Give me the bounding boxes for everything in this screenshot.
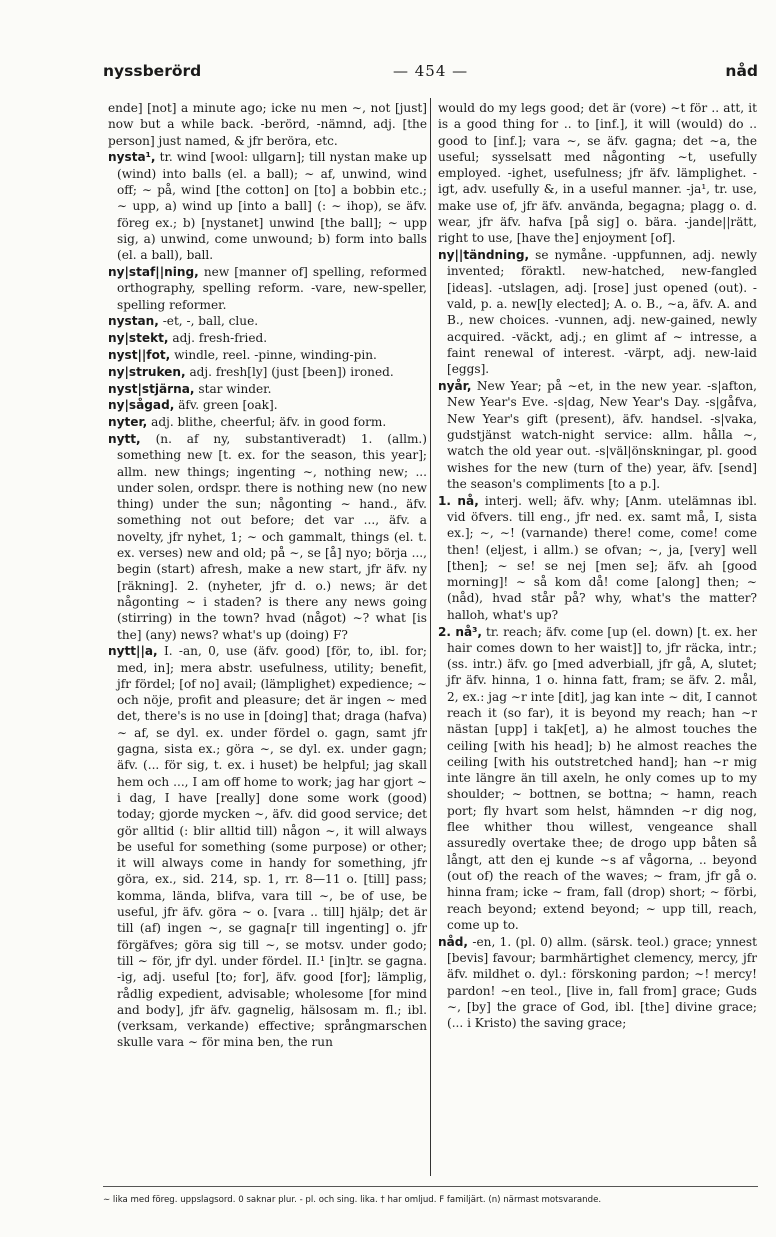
dictionary-entry: nyst|stjärna, star winder.: [108, 381, 272, 396]
headword: ny|stekt,: [108, 331, 169, 346]
dictionary-entry: ende] [not] a minute ago; icke nu men ∼, not [just] now but a while back. -berörd, -nämnd, adj. [the person] just named, & jfr beröra, etc.: [108, 101, 427, 148]
headword: nåd,: [438, 934, 469, 949]
dictionary-entry: ny|staf||ning, new [manner of] spelling, reformed orthography, spelling reform. -vare, new-speller, spelling reformer.: [108, 264, 427, 312]
dictionary-entry: nåd, -en, 1. (pl. 0) allm. (särsk. teol.) grace; ynnest [bevis] favour; barmhärtighet clemency, mercy, jfr äfv. mildhet o. dyl.: förskoning pardon; ∼! mercy! pardon! ∼en teol., [live in, fall from] grace; Guds ∼, [by] the grace of God, ibl. [the] divine grace; (... i Kristo) the saving grace;: [438, 934, 757, 1031]
dictionary-entry: nystan, -et, -, ball, clue.: [108, 314, 259, 329]
dictionary-entry: nytt||a, I. -an, 0, use (äfv. good) [för, to, ibl. for; med, in]; mera abstr. usefulness, utility; benefit, jfr fördel; [of no] avail; (lämplighet) expedience; ∼ och nöje, profit and pleasure; det är ingen ∼ med det, there's is no use in [doing] that; draga (hafva) ∼ af, se dyl. ex. under fördel o. gagn, samt jfr gagna, sista ex.; göra ∼, se dyl. ex. under gagn; äfv. (... för sig, t. ex. i huset) be helpful; jag skall hem och ..., I am off home to work; jag har gjort ∼ i dag, I have [really] done some work (good) today; gjorde mycken ∼, äfv. did good service; det gör alltid (: blir alltid till) någon ∼, it will always be useful for something (some purpose) or other; it will always come in handy for something, jfr göra, ex., sid. 214, sp. 1, rr. 8—11 o. [till] pass; komma, lända, blifva, vara till ∼, be of use, be useful, jfr äfv. göra ∼ o. [vara .. till] hjälp; det är till (af) ingen ∼, se gagna[r till ingenting] o. jfr förgäfves; göra sig till ∼, se motsv. under godo; till ∼ för, jfr dyl. under fördel. II.¹ [in]tr. se gagna. -ig, adj. useful [to; for], äfv. good [for]; lämplig, rådlig expedient, advisable; wholesome [for mind and body], jfr äfv. gagnelig, hälsosam m. fl.; ibl. (verksam, verkande) effective; språngmarschen skulle vara ∼ för mina ben, the run: [108, 644, 427, 1050]
headword: 1. nå,: [438, 493, 479, 508]
dictionary-entry: nytt, (n. af ny, substantiveradt) 1. (allm.) something new [t. ex. for the season, this year]; allm. new things; ingenting ∼, nothing new; ... under solen, ordspr. there is nothing new (no new thing) under the sun; någonting ∼ hand., äfv. something not out before; det var ..., äfv. a novelty, jfr nyhet, 1; ∼ och gammalt, things (el. t. ex. verses) new and old; på ∼, se [å] nyo; börja ..., begin (start) afresh, make a new start, jfr äfv. ny [räkning]. 2. (nyheter, jfr d. o.) news; är det någonting ∼ i staden? is there any news going (stirring) in the town? hvad (något) ∼? what [is the] (any) news? what's up (doing) F?: [108, 431, 427, 642]
headword: nysta¹,: [108, 150, 156, 165]
left-column: [108, 100, 427, 1172]
dictionary-entry: ny|struken, adj. fresh[ly] (just [been]) ironed.: [108, 364, 394, 379]
header-right-guideword: nåd: [725, 62, 758, 80]
dictionary-entry: nyår, New Year; på ∼et, in the new year. -s|afton, New Year's Eve. -s|dag, New Year's Day. -s|gåfva, New Year's gift (present), äfv. handsel. -s|vaka, gudstjänst watch-night service: allm. hålla ∼, watch the old year out. -s|väl|önskningar, pl. good wishes for the new (turn of the) year, äfv. [send] the season's compliments [to a p.].: [438, 379, 757, 491]
header-left-guideword: nyssberörd: [103, 62, 202, 80]
headword: nyter,: [108, 415, 148, 430]
abbreviation-legend: ∼ lika med föreg. uppslagsord. 0 saknar plur. - pl. och sing. lika. † har omljud. F familjärt. (n) närmast motsvarande.: [103, 1195, 602, 1205]
dictionary-entry: nysta¹, tr. wind [wool: ullgarn]; till nystan make up (wind) into balls (el. a ball); ∼ af, unwind, wind off; ∼ på, wind [the cotton] on [to] a bobbin etc.; ∼ upp, a) wind up [into a ball] (: ∼ ihop), se äfv. föreg ex.; b) [nystanet] unwind [the ball]; ∼ upp sig, a) unwind, come unwound; b) form into balls (el. a ball), ball.: [108, 150, 427, 263]
headword: nyår,: [438, 379, 472, 394]
dictionary-entry: would do my legs good; det är (vore) ∼t för .. att, it is a good thing for .. to [inf.], it will (would) do .. good to [inf.]; vara ∼, se äfv. gagna; det ∼a, the useful; sysselsatt med någonting ∼t, usefully employed. -ighet, usefulness; jfr äfv. lämplighet. -igt, adv. usefully &, in a useful manner. -ja¹, tr. use, make use of, jfr äfv. använda, begagna; plagg o. d. wear, jfr äfv. hafva [på sig] o. bära. -jande||rätt, right to use, [have the] enjoyment [of].: [438, 101, 757, 246]
headword: nyst|stjärna,: [108, 381, 195, 396]
page-header: [103, 62, 758, 86]
headword: nytt,: [108, 431, 141, 446]
headword: 2. nå³,: [438, 624, 483, 639]
right-column: [438, 100, 757, 1172]
dictionary-entry: nyst||fot, windle, reel. -pinne, winding-pin.: [108, 347, 377, 362]
headword: nytt||a,: [108, 644, 158, 659]
footer-rule: [103, 1186, 758, 1187]
dictionary-entry: nyter, adj. blithe, cheerful; äfv. in good form.: [108, 415, 387, 430]
headword: nystan,: [108, 314, 159, 329]
dictionary-entry: 1. nå, interj. well; äfv. why; [Anm. utelämnas ibl. vid öfvers. till eng., jfr ned. ex. samt må, I, sista ex.]; ∼, ∼! (varnande) there! come, come! come then! (eljest, i allm.) se ofvan; ∼, ja, [very] well [then]; ∼ se! se nej [men se]; äfv. ah [good morning]! ∼ så kom då! come [along] then; ∼ (nåd), hvad står på? why, what's the matter? halloh, what's up?: [438, 493, 757, 622]
dictionary-entry: ny|stekt, adj. fresh-fried.: [108, 331, 268, 346]
header-page-number: — 454 —: [393, 62, 469, 80]
dictionary-entry: 2. nå³, tr. reach; äfv. come [up (el. down) [t. ex. her hair comes down to her waist]] to, jfr räcka, intr.; (ss. intr.) äfv. go [med adverbiall, jfr gå, A, slutet; jfr äfv. hinna, 1 o. hinna fatt, fram; se äfv. 2. mål, 2, ex.: jag ∼r inte [dit], jag kan inte ∼ dit, I cannot reach it (so far), it is beyond my reach; han ∼r nästan [upp] i tak[et], a) he almost touches the ceiling [with his head]; b) he almost reaches the ceiling [with his outstretched hand]; han ∼r mig inte längre än till axeln, he only comes up to my shoulder; ∼ bottnen, se bottna; ∼ hamn, reach port; fly hvart som helst, hämnden ∼r dig nog, flee whither thou willest, vengeance shall assuredly overtake thee; de drogo upp båten så långt, att den ej kunde ∼s af vågorna, .. beyond (out of) the reach of the waves; ∼ fram, jfr gå o. hinna fram; icke ∼ fram, fall (drop) short; ∼ förbi, reach beyond; extend beyond; ∼ upp till, reach, come up to.: [438, 624, 757, 932]
headword: nyst||fot,: [108, 347, 171, 362]
dictionary-entry: ny|sågad, äfv. green [oak].: [108, 398, 278, 413]
headword: ny||tändning,: [438, 248, 530, 263]
headword: ny|struken,: [108, 364, 186, 379]
headword: ny|staf||ning,: [108, 264, 199, 279]
dictionary-entry: ny||tändning, se nymåne. -uppfunnen, adj. newly invented; föraktl. new-hatched, new-fangled [ideas]. -utslagen, adj. [rose] just opened (out). -vald, p. a. new[ly elected]; A. o. B., ∼a, äfv. A. and B., new choices. -vunnen, adj. new-gained, newly acquired. -väckt, adj.; en glimt af ∼ intresse, a faint renewal of interest. -värpt, adj. new-laid [eggs].: [438, 248, 757, 377]
column-divider: [430, 98, 431, 1176]
headword: ny|sågad,: [108, 398, 175, 413]
